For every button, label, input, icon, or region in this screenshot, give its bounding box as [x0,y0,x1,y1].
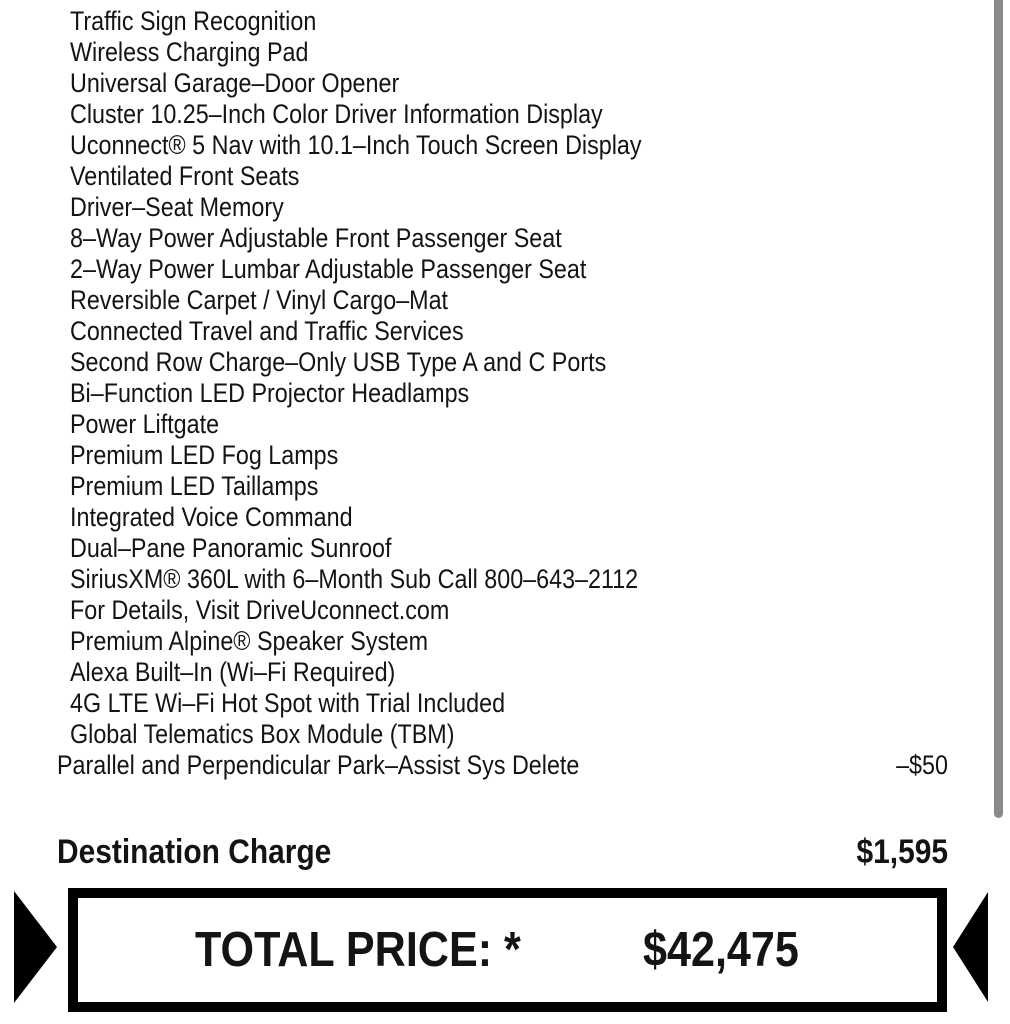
feature-row [0,223,1010,254]
feature-row [0,502,1010,533]
feature-row [0,471,1010,502]
feature-label: Global Telematics Box Module (TBM) [70,719,455,749]
feature-label: 2–Way Power Lumbar Adjustable Passenger Seat [70,254,587,284]
feature-label: Ventilated Front Seats [70,161,300,191]
feature-label: Wireless Charging Pad [70,37,309,67]
feature-label: Alexa Built–In (Wi–Fi Required) [70,657,396,687]
total-price-box [68,888,947,1012]
feature-list [0,6,1010,781]
total-price-amount: $42,475 [643,923,799,977]
right-arrow-icon [953,892,988,1002]
feature-row [0,68,1010,99]
feature-row [0,130,1010,161]
feature-label: Uconnect® 5 Nav with 10.1–Inch Touch Screen Display [70,130,642,160]
feature-row [0,440,1010,471]
feature-label: Bi–Function LED Projector Headlamps [70,378,470,408]
feature-label: 8–Way Power Adjustable Front Passenger Seat [70,223,562,253]
feature-row [0,409,1010,440]
feature-row [0,192,1010,223]
feature-row [0,6,1010,37]
feature-label: Connected Travel and Traffic Services [70,316,464,346]
feature-row [0,161,1010,192]
feature-row [0,254,1010,285]
destination-charge-amount: $1,595 [856,833,948,871]
feature-row [0,99,1010,130]
feature-label: 4G LTE Wi–Fi Hot Spot with Trial Included [70,688,506,718]
total-price-label: TOTAL PRICE: * [194,923,521,977]
feature-label: Integrated Voice Command [70,502,353,532]
feature-row [0,285,1010,316]
feature-row [0,533,1010,564]
feature-label: Second Row Charge–Only USB Type A and C Ports [70,347,607,377]
feature-row [0,750,1010,781]
feature-row [0,657,1010,688]
feature-row [0,626,1010,657]
scrollbar-thumb[interactable] [994,0,1003,818]
feature-label: Premium LED Fog Lamps [70,440,339,470]
feature-row [0,316,1010,347]
feature-label: Power Liftgate [70,409,220,439]
feature-row [0,347,1010,378]
feature-label: Driver–Seat Memory [70,192,284,222]
feature-row [0,564,1010,595]
feature-row [0,37,1010,68]
feature-label: Reversible Carpet / Vinyl Cargo–Mat [70,285,449,315]
feature-row [0,595,1010,626]
feature-label: SiriusXM® 360L with 6–Month Sub Call 800–643–2112 [70,564,639,594]
destination-charge-row [57,831,948,873]
left-arrow-icon [14,891,57,1003]
feature-row [0,719,1010,750]
feature-row [0,688,1010,719]
destination-charge-label: Destination Charge [57,833,332,871]
feature-label: For Details, Visit DriveUconnect.com [70,595,450,625]
feature-label: Parallel and Perpendicular Park–Assist Sys Delete [57,750,580,780]
feature-label: Dual–Pane Panoramic Sunroof [70,533,392,563]
feature-row [0,378,1010,409]
feature-label: Premium LED Taillamps [70,471,319,501]
feature-price: –$50 [896,750,948,780]
feature-label: Cluster 10.25–Inch Color Driver Information Display [70,99,603,129]
feature-label: Premium Alpine® Speaker System [70,626,429,656]
feature-label: Universal Garage–Door Opener [70,68,400,98]
feature-label: Traffic Sign Recognition [70,6,317,36]
